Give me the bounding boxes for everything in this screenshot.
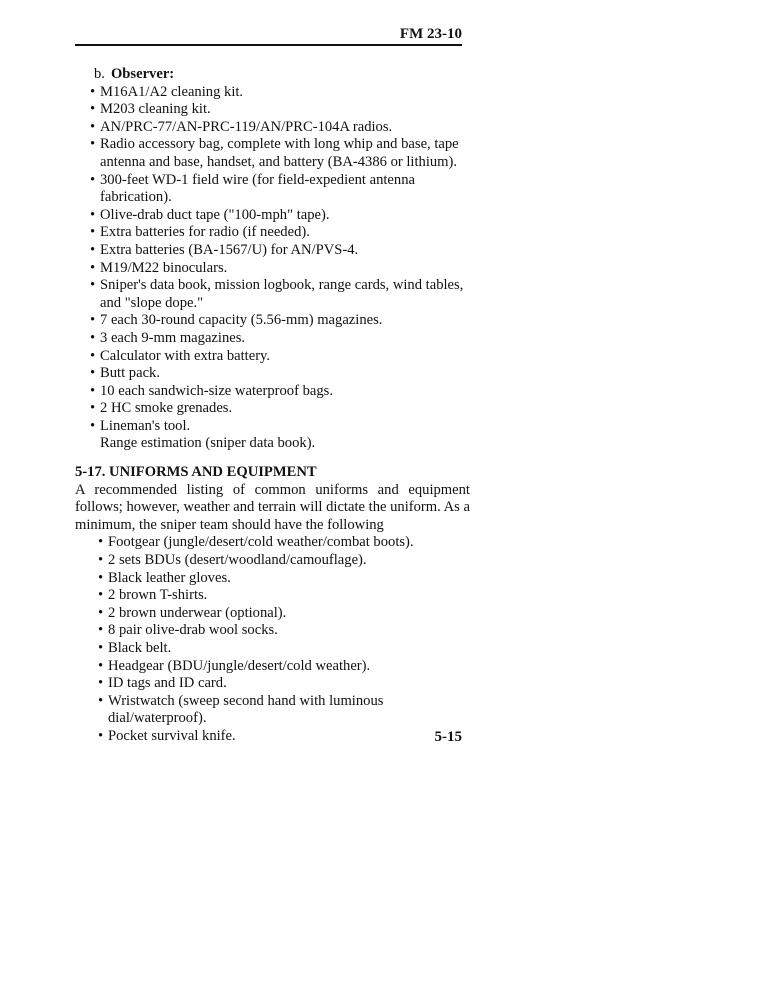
section-heading: 5-17. UNIFORMS AND EQUIPMENT [75, 464, 317, 481]
list-item: • M19/M22 binoculars. [75, 260, 470, 278]
list-item: • Extra batteries (BA-1567/U) for AN/PVS-4. [75, 242, 470, 260]
list-item: • 300-feet WD-1 field wire (for field-expedient antenna fabrication). [75, 172, 470, 207]
list-item: • Headgear (BDU/jungle/desert/cold weather). [75, 658, 470, 676]
list-item: • 3 each 9-mm magazines. [75, 330, 470, 348]
list-item: • Pocket survival knife. [75, 728, 470, 746]
list-item: • Calculator with extra battery. [75, 348, 470, 366]
uniform-equipment-list [75, 534, 470, 745]
list-item: • M16A1/A2 cleaning kit. [75, 84, 470, 102]
page-number: 5-15 [434, 729, 462, 745]
list-item: • Black leather gloves. [75, 570, 470, 588]
observer-after-text: Range estimation (sniper data book). [100, 435, 316, 452]
list-item: • 2 brown T-shirts. [75, 587, 470, 605]
list-item: • Wristwatch (sweep second hand with luminous dial/waterproof). [75, 693, 470, 728]
page-content [75, 66, 470, 746]
subsection-title: Observer: [110, 66, 175, 82]
list-item: • AN/PRC-77/AN-PRC-119/AN/PRC-104A radios. [75, 119, 470, 137]
list-item: • 2 HC smoke grenades. [75, 400, 470, 418]
list-item: • 2 brown underwear (optional). [75, 605, 470, 623]
list-item: • Olive-drab duct tape ("100-mph" tape). [75, 207, 470, 225]
list-item: • ID tags and ID card. [75, 675, 470, 693]
list-item: • M203 cleaning kit. [75, 101, 470, 119]
subsection-letter: b. [94, 66, 105, 82]
list-item: • Butt pack. [75, 365, 470, 383]
list-item: • 8 pair olive-drab wool socks. [75, 622, 470, 640]
list-item: • Extra batteries for radio (if needed). [75, 224, 470, 242]
page-header [75, 26, 462, 46]
document-id: FM 23-10 [399, 26, 462, 42]
list-item: • 10 each sandwich-size waterproof bags. [75, 383, 470, 401]
list-item: • 7 each 30-round capacity (5.56-mm) magazines. [75, 312, 470, 330]
observer-equipment-list [75, 84, 470, 436]
list-item: • Radio accessory bag, complete with long whip and base, tape antenna and base, handset, and battery (BA-4386 or lithium). [75, 136, 470, 171]
section-intro-paragraph: A recommended listing of common uniforms and equipment follows; however, weather and terrain will dictate the uniform. As a minimum, the sniper team should have the following [75, 481, 470, 533]
list-item: • Black belt. [75, 640, 470, 658]
list-item: • Sniper's data book, mission logbook, range cards, wind tables, and "slope dope." [75, 277, 470, 312]
list-item: • Footgear (jungle/desert/cold weather/combat boots). [75, 534, 470, 552]
observer-subheading [75, 66, 470, 84]
list-item: • 2 sets BDUs (desert/woodland/camouflage). [75, 552, 470, 570]
list-item: • Lineman's tool. [75, 418, 470, 436]
